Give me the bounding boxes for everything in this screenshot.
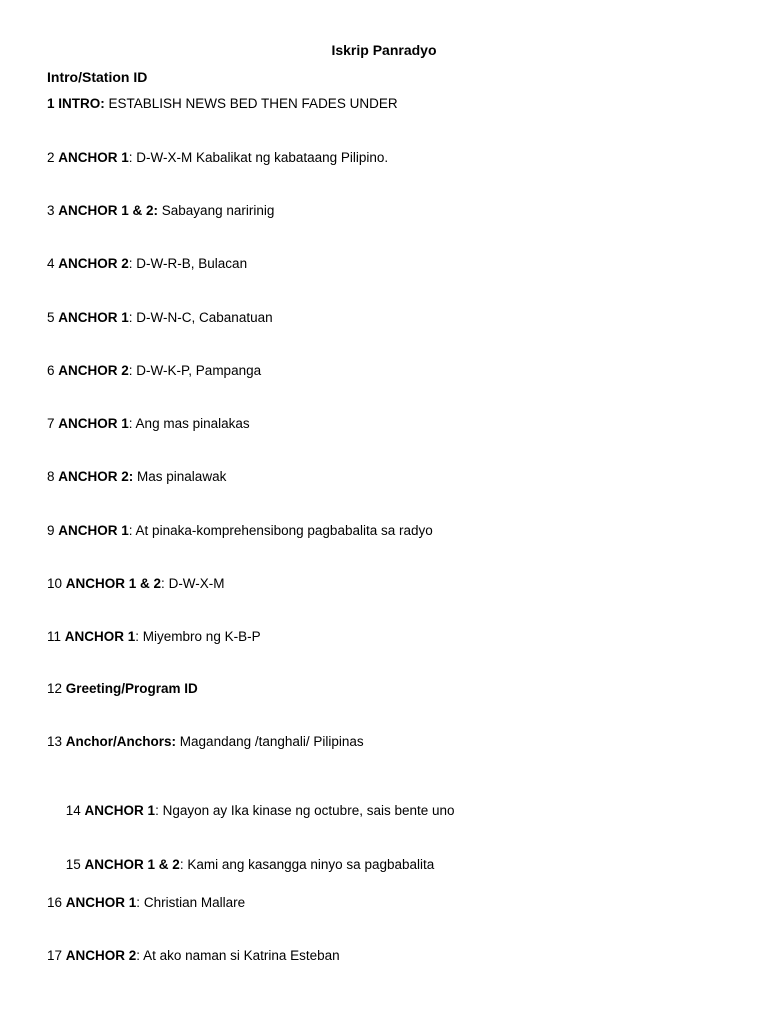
speaker-label: ANCHOR 1 & 2 bbox=[65, 576, 162, 591]
script-line bbox=[47, 788, 455, 833]
speaker-label: ANCHOR 1 bbox=[58, 310, 129, 325]
script-line bbox=[47, 629, 261, 644]
speaker-separator: : bbox=[136, 948, 141, 963]
speaker-separator: : bbox=[155, 803, 159, 818]
line-number: 11 bbox=[47, 629, 65, 644]
line-number: 6 bbox=[47, 363, 59, 378]
script-line bbox=[47, 416, 250, 431]
speaker-label: ANCHOR 2 bbox=[58, 256, 129, 271]
line-number: 16 bbox=[47, 895, 66, 910]
script-line bbox=[47, 681, 198, 696]
line-number: 15 bbox=[62, 857, 85, 872]
line-number: 7 bbox=[47, 416, 59, 431]
line-text: Miyembro ng K-B-P bbox=[139, 629, 261, 644]
line-text: D-W-K-P, Pampanga bbox=[132, 363, 262, 378]
speaker-separator: : bbox=[136, 895, 141, 910]
speaker-label: ANCHOR 1 bbox=[84, 803, 156, 818]
speaker-separator: : bbox=[128, 256, 133, 271]
speaker-label: Greeting/Program ID bbox=[65, 681, 198, 696]
script-line bbox=[47, 469, 226, 484]
script-line bbox=[47, 895, 245, 910]
line-text: ESTABLISH NEWS BED THEN FADES UNDER bbox=[104, 96, 398, 111]
script-line bbox=[47, 363, 261, 378]
speaker-label: Anchor/Anchors: bbox=[65, 734, 177, 749]
line-number: 13 bbox=[47, 734, 66, 749]
line-text: Ang mas pinalakas bbox=[132, 416, 250, 431]
script-line bbox=[47, 734, 364, 749]
speaker-label: ANCHOR 1 bbox=[58, 150, 129, 165]
line-number: 3 bbox=[47, 203, 59, 218]
speaker-label: ANCHOR 2 bbox=[58, 469, 129, 484]
line-number: 5 bbox=[47, 310, 59, 325]
speaker-label: ANCHOR 1 bbox=[64, 629, 136, 644]
line-text: Magandang /tanghali/ Pilipinas bbox=[176, 734, 364, 749]
script-line bbox=[47, 203, 274, 218]
speaker-separator: : bbox=[135, 629, 140, 644]
line-text: Mas pinalawak bbox=[133, 469, 227, 484]
line-number: 14 bbox=[62, 803, 85, 818]
line-number: 10 bbox=[47, 576, 66, 591]
speaker-separator: : bbox=[128, 469, 134, 484]
speaker-separator: : bbox=[128, 363, 133, 378]
line-text: D-W-R-B, Bulacan bbox=[132, 256, 248, 271]
line-text: At pinaka-komprehensibong pagbabalita sa radyo bbox=[132, 523, 433, 538]
speaker-separator: : bbox=[128, 310, 133, 325]
line-text: D-W-N-C, Cabanatuan bbox=[132, 310, 273, 325]
line-text: Christian Mallare bbox=[140, 895, 246, 910]
line-text: Kami ang kasangga ninyo sa pagbabalita bbox=[183, 857, 435, 872]
line-text: D-W-X-M bbox=[164, 576, 225, 591]
line-text: D-W-X-M Kabalikat ng kabataang Pilipino. bbox=[132, 150, 389, 165]
speaker-label: ANCHOR 2 bbox=[58, 363, 129, 378]
speaker-label: ANCHOR 1 & 2 bbox=[84, 857, 180, 872]
line-number: 17 bbox=[47, 948, 66, 963]
speaker-separator: : bbox=[128, 523, 133, 538]
script-line bbox=[47, 310, 273, 325]
line-number: 1 bbox=[47, 96, 59, 111]
script-line bbox=[47, 842, 434, 887]
line-number: 12 bbox=[47, 681, 66, 696]
speaker-label: ANCHOR 1 bbox=[65, 895, 137, 910]
speaker-label: ANCHOR 1 bbox=[58, 523, 129, 538]
script-line bbox=[47, 948, 340, 963]
page-title: Iskrip Panradyo bbox=[331, 42, 437, 58]
speaker-separator: : bbox=[100, 96, 105, 111]
speaker-separator: : bbox=[128, 416, 133, 431]
speaker-separator: : bbox=[161, 576, 165, 591]
speaker-label: ANCHOR 2 bbox=[65, 948, 137, 963]
speaker-separator: : bbox=[128, 150, 133, 165]
line-text: Sabayang naririnig bbox=[158, 203, 275, 218]
script-line bbox=[47, 96, 398, 111]
line-number: 2 bbox=[47, 150, 59, 165]
script-line bbox=[47, 256, 247, 271]
speaker-label: ANCHOR 1 & 2 bbox=[58, 203, 154, 218]
speaker-separator: : bbox=[179, 857, 184, 872]
script-line bbox=[47, 523, 433, 538]
speaker-label: INTRO bbox=[58, 96, 101, 111]
speaker-label: ANCHOR 1 bbox=[58, 416, 129, 431]
line-text: Ngayon ay Ika kinase ng octubre, sais bente uno bbox=[158, 803, 455, 818]
line-number: 4 bbox=[47, 256, 59, 271]
script-line bbox=[47, 150, 388, 165]
line-number: 8 bbox=[47, 469, 59, 484]
line-text: At ako naman si Katrina Esteban bbox=[140, 948, 340, 963]
speaker-separator: : bbox=[153, 203, 159, 218]
script-line bbox=[47, 576, 225, 591]
line-number: 9 bbox=[47, 523, 59, 538]
section-heading: Intro/Station ID bbox=[47, 69, 148, 85]
